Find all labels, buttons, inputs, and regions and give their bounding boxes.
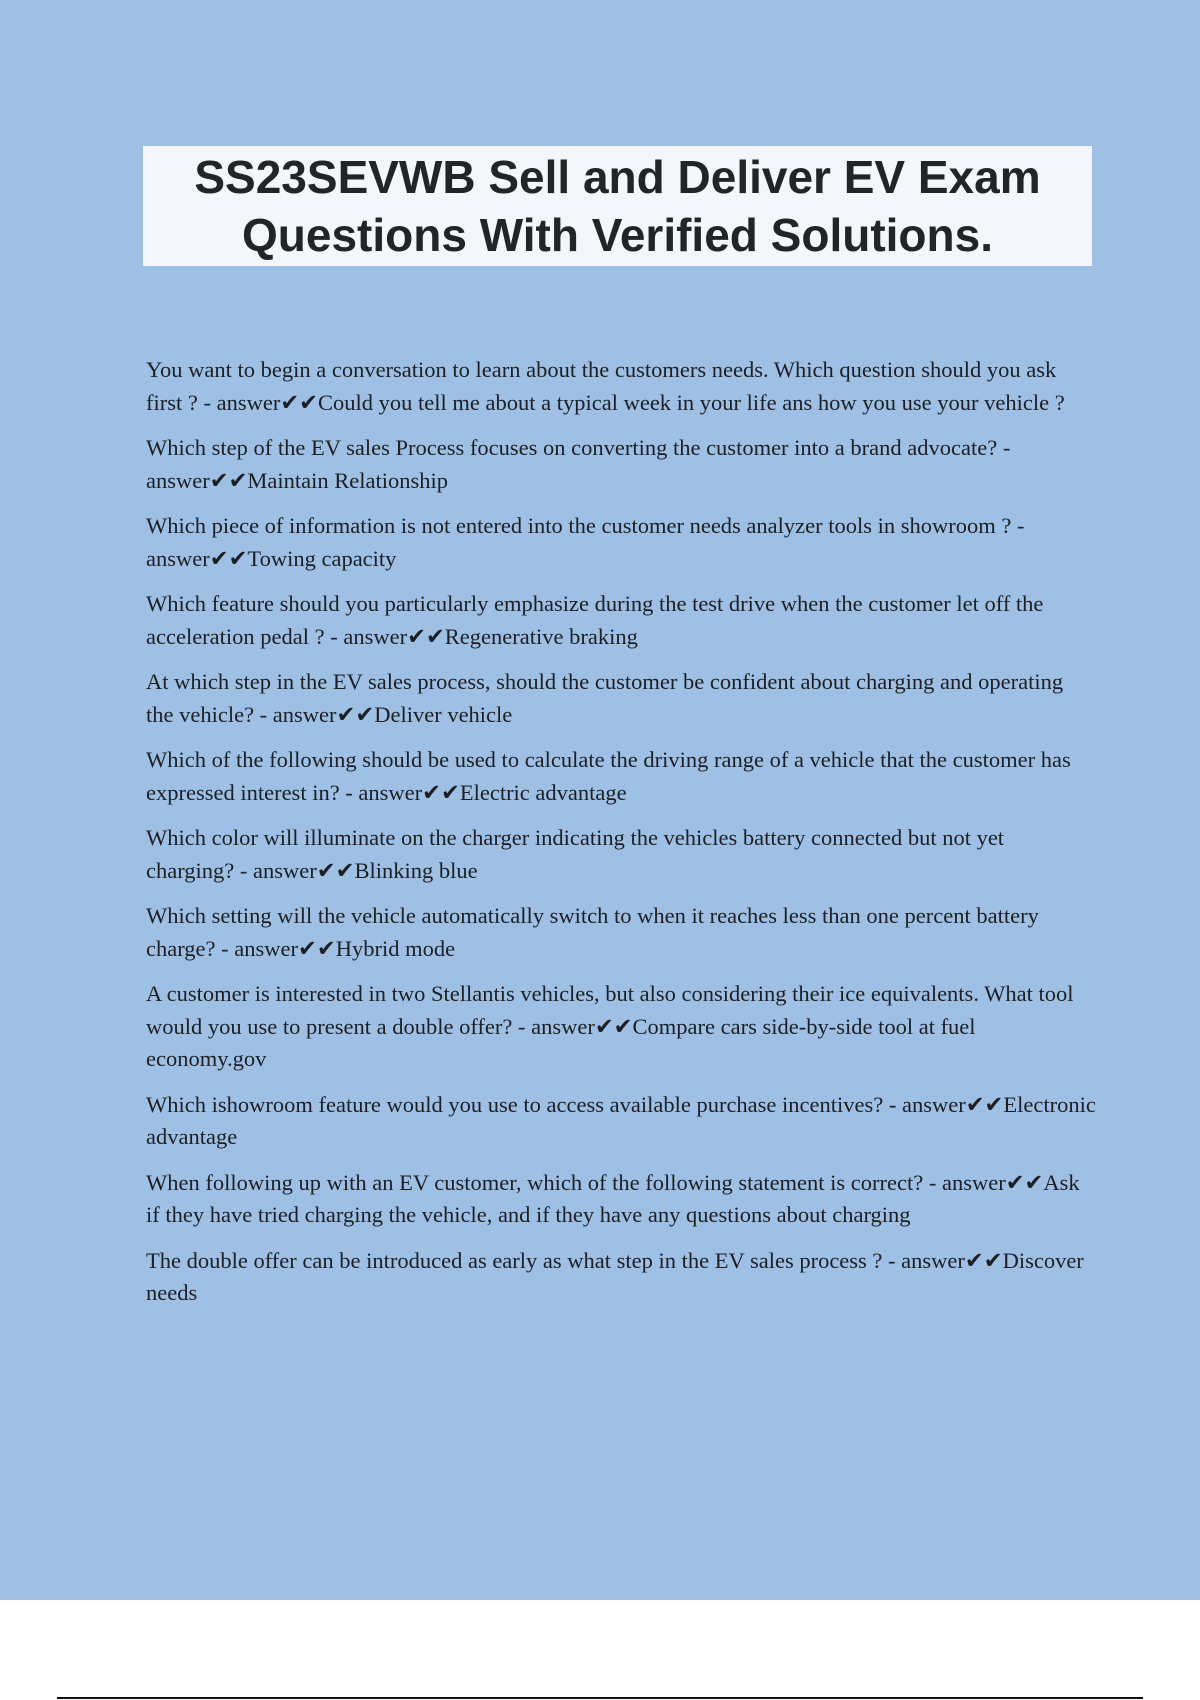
qa-item-10: Which ishowroom feature would you use to access available purchase incentives? - answer✔✔Electronic advantage (146, 1091, 1096, 1149)
qa-item-9: A customer is interested in two Stellantis vehicles, but also considering their ice equivalents. What tool would you use to present a double offer? - answer✔✔Compare cars side-by-side tool at fuel economy.gov (146, 981, 1074, 1071)
qa-item-6: Which of the following should be used to calculate the driving range of a vehicle that the customer has expressed interest in? - answer✔✔Electric advantage (146, 747, 1071, 805)
footer-divider (57, 1697, 1143, 1699)
qa-list (146, 354, 1096, 1323)
title-box (143, 146, 1092, 266)
qa-item-3: Which piece of information is not entered into the customer needs analyzer tools in showroom ? - answer✔✔Towing capacity (146, 513, 1025, 571)
qa-item-7: Which color will illuminate on the charger indicating the vehicles battery connected but not yet charging? - answer✔✔Blinking blue (146, 825, 1005, 883)
qa-item-8: Which setting will the vehicle automatically switch to when it reaches less than one percent battery charge? - answer✔✔Hybrid mode (146, 903, 1039, 961)
page-title: SS23SEVWB Sell and Deliver EV Exam Questions With Verified Solutions. (194, 151, 1041, 261)
qa-item-2: Which step of the EV sales Process focuses on converting the customer into a brand advocate? - answer✔✔Maintain Relationship (146, 435, 1011, 493)
qa-item-11: When following up with an EV customer, which of the following statement is correct? - answer✔✔Ask if they have tried charging the vehicle, and if they have any questions about charging (146, 1169, 1080, 1227)
qa-item-5: At which step in the EV sales process, should the customer be confident about charging and operating the vehicle? - answer✔✔Deliver vehicle (146, 669, 1064, 727)
qa-item-12: The double offer can be introduced as early as what step in the EV sales process ? - answer✔✔Discover needs (146, 1247, 1084, 1305)
qa-item-1: You want to begin a conversation to learn about the customers needs. Which question should you ask first ? - answer✔✔Could you tell me about a typical week in your life ans how you use your vehicle ? (146, 357, 1065, 415)
qa-item-4: Which feature should you particularly emphasize during the test drive when the customer let off the acceleration pedal ? - answer✔✔Regenerative braking (146, 591, 1044, 649)
